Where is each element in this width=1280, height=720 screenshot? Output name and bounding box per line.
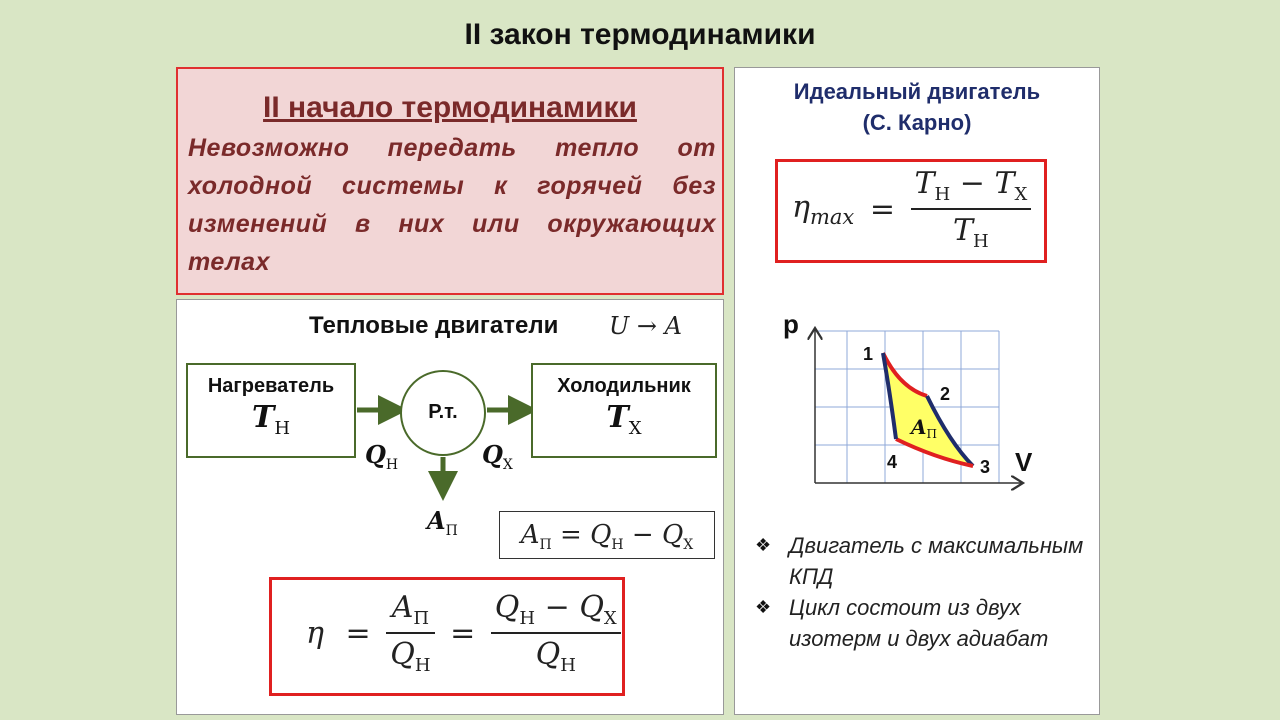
p-axis-label: p <box>783 309 799 339</box>
carnot-heading: Идеальный двигатель (С. Карно) <box>793 79 1041 135</box>
work-symbol: $A_П$ <box>427 506 458 539</box>
point-4-label: 4 <box>887 452 898 472</box>
bullet-item: ❖ Двигатель с максимальным КПД <box>755 530 1085 592</box>
carnot-efficiency-formula: $\eta_{max}$ = $\frac{T_Н - T_Х}{T_Н}$ <box>792 166 1031 252</box>
point-3-label: 3 <box>980 457 991 477</box>
efficiency-formula: η = $\frac{A_П}{Q_Н}$ = $\frac{Q_Н - Q_Х}{Q_Н}$ <box>300 590 621 676</box>
heat-out-symbol: $Q_Х$ <box>482 440 513 473</box>
efficiency-formula-box <box>269 577 625 696</box>
heat-engine-panel <box>176 299 724 715</box>
diamond-bullet-icon: ❖ <box>755 535 772 555</box>
heater-temperature: $T_Н$ <box>251 400 291 439</box>
work-equation-box: $A_П = Q_Н - Q_Х$ <box>499 511 715 559</box>
carnot-bullets <box>755 530 1085 654</box>
formula-arrow: → <box>636 312 657 340</box>
working-body-circle: Р.т. <box>400 370 486 456</box>
point-2-label: 2 <box>940 384 951 404</box>
cooler-label: Холодильник <box>557 375 691 397</box>
heater-box <box>186 363 356 458</box>
heat-engine-heading: Тепловые двигатели <box>309 312 559 339</box>
second-law-heading: II начало термодинамики <box>263 91 637 124</box>
diamond-bullet-icon: ❖ <box>755 597 772 617</box>
carnot-pv-diagram <box>765 293 1075 503</box>
point-1-label: 1 <box>863 344 874 364</box>
bullet-item: ❖ Цикл состоит из двух изотерм и двух адиабат <box>755 592 1085 654</box>
v-axis-label: V <box>1015 447 1033 477</box>
formula-a: A <box>664 312 682 340</box>
slide-title: II закон термодинамики <box>464 18 816 51</box>
carnot-panel <box>734 67 1100 715</box>
cycle-work-label: $A_П$ <box>911 415 937 441</box>
carnot-efficiency-box <box>775 159 1047 263</box>
cooler-temperature: $T_Х$ <box>606 400 642 439</box>
second-law-statement: Невозможно передать тепло от холодной системы к горячей без изменений в них или окружающих телах <box>188 134 716 276</box>
formula-u: U <box>609 312 630 340</box>
second-law-box <box>176 67 724 295</box>
heater-label: Нагреватель <box>207 375 335 397</box>
heat-in-symbol: $Q_Н$ <box>365 440 399 473</box>
cooler-box <box>531 363 717 458</box>
